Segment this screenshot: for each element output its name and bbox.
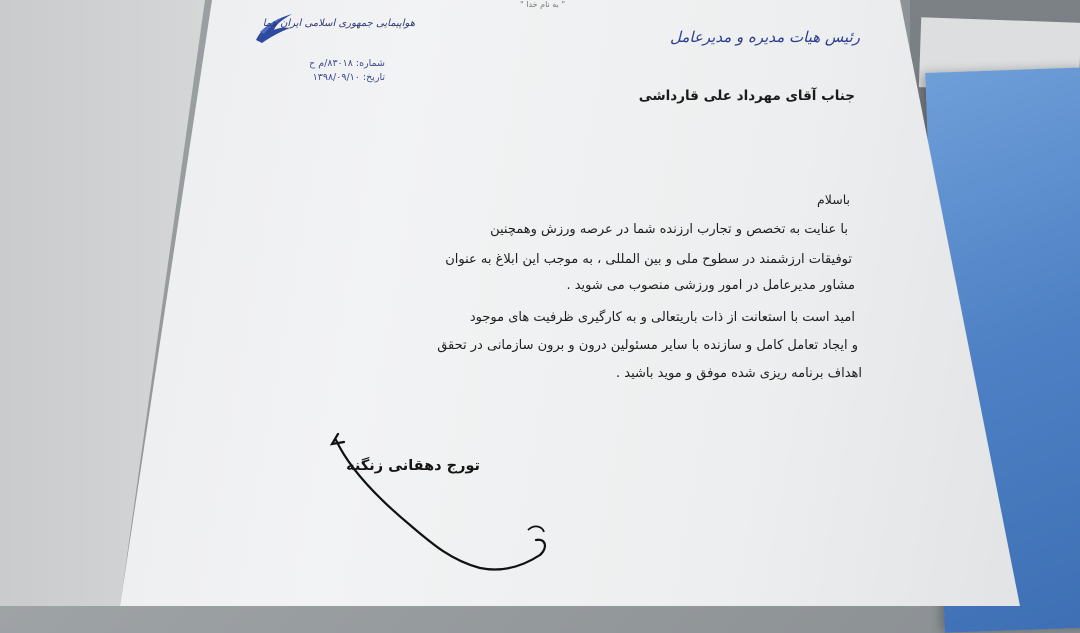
body-line: امید است با استعانت از ذات باریتعالی و به کارگیری ظرفیت های موجود xyxy=(469,310,855,325)
org-name: هواپیمایی جمهوری اسلامی ایران هما xyxy=(262,18,415,29)
body-line: و ایجاد تعامل کامل و سازنده با سایر مسئولین درون و برون سازمانی در تحقق xyxy=(437,338,858,353)
letter-date: تاریخ: ۱۳۹۸/۰۹/۱۰ xyxy=(312,72,385,83)
top-note: " به نام خدا " xyxy=(520,0,566,9)
recipient: جناب آقای مهرداد علی قارداشی xyxy=(638,88,855,104)
sender-title: رئیس هیات مدیره و مدیرعامل xyxy=(669,28,860,46)
body-line: مشاور مدیرعامل در امور ورزشی منصوب می شوید . xyxy=(566,278,855,293)
letter-number: شماره: ۸۳۰۱۸/م ح xyxy=(309,58,385,69)
body-line: توفیقات ارزشمند در سطوح ملی و بین المللی ، به موجب این ابلاغ به عنوان xyxy=(445,252,852,267)
airline-logo xyxy=(252,8,402,50)
greeting: باسلام xyxy=(817,192,850,207)
body-line: با عنایت به تخصص و تجارب ارزنده شما در عرصه ورزش وهمچنین xyxy=(490,222,848,237)
signer-name: تورج دهقانی زنگنه xyxy=(346,458,480,474)
handwritten-signature xyxy=(320,430,580,580)
body-line: اهداف برنامه ریزی شده موفق و موید باشید . xyxy=(616,366,862,381)
